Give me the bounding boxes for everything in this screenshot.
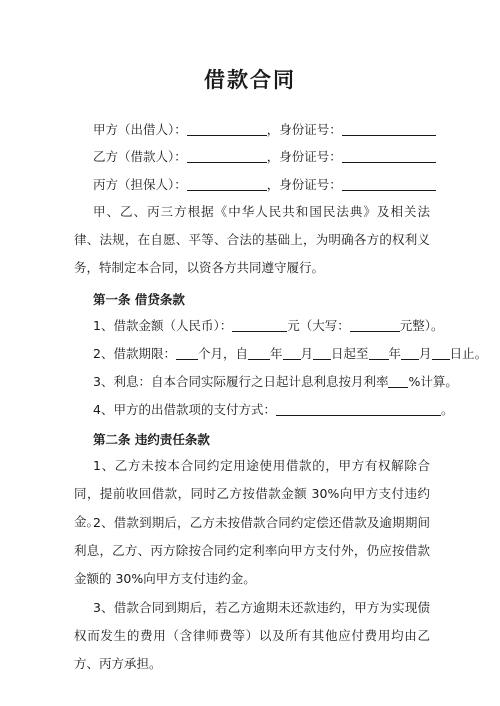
party-c-id-label: ，身份证号：	[266, 177, 342, 192]
loan-amount-label: 1、借款金额（人民币）：	[93, 318, 233, 333]
party-c-id-blank[interactable]	[342, 178, 436, 191]
loan-amount-words-label: 元（大写：	[287, 318, 350, 333]
loan-amount-suffix: 元整）。	[399, 318, 444, 333]
payment-method-blank[interactable]	[276, 403, 441, 416]
start-year-blank[interactable]	[248, 347, 270, 360]
party-b-id-label: ，身份证号：	[266, 149, 342, 164]
loan-term-text-a: 个月，自	[197, 346, 248, 361]
party-a-id-label: ，身份证号：	[266, 122, 342, 137]
payment-method-label: 4、甲方的出借款项的支付方式：	[93, 402, 276, 417]
end-month-blank[interactable]	[401, 347, 419, 360]
breach-clause-2: 2、借款到期后，乙方未按借款合同约定偿还借款及逾期期间利息，乙方、丙方除按合同约定利率向甲方支付外，仍应按借款金额的 30%向甲方支付违约金。	[74, 515, 430, 586]
interest-line	[93, 374, 458, 390]
interest-label: 3、利息：自本合同实际履行之日起计息利息按月利率	[93, 374, 389, 389]
party-b-label: 乙方（借款人）：	[93, 149, 187, 164]
loan-term-text-b: 年	[269, 346, 283, 361]
loan-amount-words-blank[interactable]	[350, 319, 400, 332]
party-b-line	[93, 149, 436, 165]
breach-clause-1: 1、乙方未按本合同约定用途使用借款的，甲方有权解除合同，提前收回借款，同时乙方按借款金额 30%向甲方支付违约金。	[74, 458, 430, 529]
party-a-name-blank[interactable]	[187, 123, 267, 136]
party-c-label: 丙方（担保人）：	[93, 177, 187, 192]
article-1-heading: 第一条 借贷条款	[93, 292, 185, 307]
breach-clause-3: 3、借款合同到期后，若乙方逾期未还款违约，甲方为实现债权而发生的费用（含律师费等）以及所有其他应付费用均由乙方、丙方承担。	[74, 600, 430, 671]
loan-term-text-g: 日止。	[449, 346, 488, 361]
interest-rate-blank[interactable]	[388, 375, 408, 388]
payment-method-line	[93, 402, 453, 418]
loan-amount-blank[interactable]	[232, 319, 287, 332]
party-a-id-blank[interactable]	[342, 123, 436, 136]
interest-suffix: %计算。	[408, 374, 458, 389]
party-c-name-blank[interactable]	[187, 178, 267, 191]
loan-term-text-d: 日起至	[331, 346, 369, 361]
start-day-blank[interactable]	[313, 347, 331, 360]
loan-amount-line	[93, 318, 444, 334]
article-2-heading: 第二条 违约责任条款	[93, 432, 210, 447]
end-day-blank[interactable]	[432, 347, 450, 360]
payment-method-suffix: 。	[440, 402, 454, 417]
loan-term-label: 2、借款期限：	[93, 346, 176, 361]
document-title: 借款合同	[204, 68, 296, 92]
party-a-line	[93, 122, 436, 138]
loan-term-line	[93, 346, 487, 362]
party-a-label: 甲方（出借人）：	[93, 122, 187, 137]
loan-term-text-f: 月	[419, 346, 432, 361]
loan-term-text-e: 年	[388, 346, 402, 361]
party-c-line	[93, 177, 436, 193]
preamble-paragraph: 甲、乙、丙三方根据《中华人民共和国民法典》及相关法律、法规，在自愿、平等、合法的基础上，为明确各方的权利义务，特制定本合同，以资各方共同遵守履行。	[74, 204, 430, 275]
loan-term-months-blank[interactable]	[176, 347, 198, 360]
loan-term-text-c: 月	[300, 346, 314, 361]
end-year-blank[interactable]	[369, 347, 389, 360]
party-b-name-blank[interactable]	[187, 150, 267, 163]
party-b-id-blank[interactable]	[342, 150, 436, 163]
start-month-blank[interactable]	[283, 347, 301, 360]
